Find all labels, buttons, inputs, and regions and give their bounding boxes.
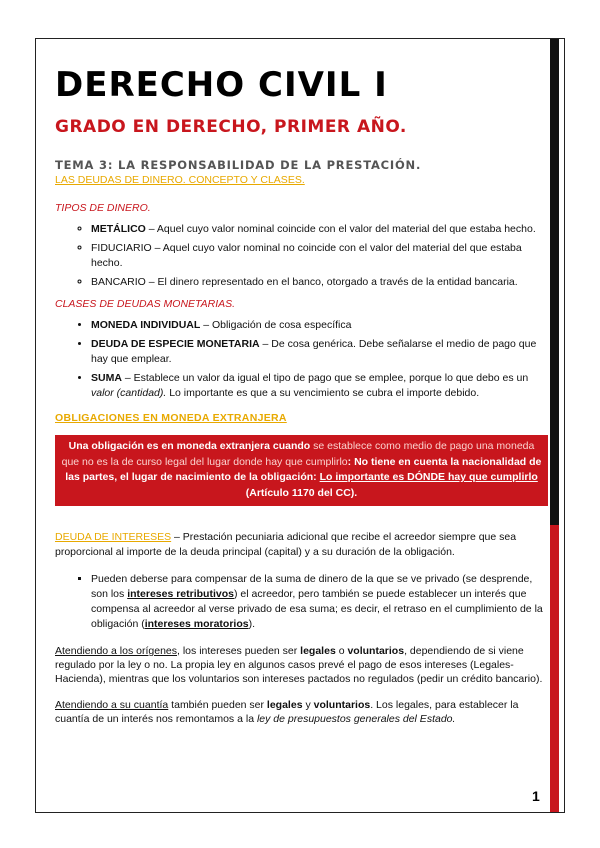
text: también pueden ser bbox=[168, 699, 267, 711]
definition: – De cosa genérica. Debe señalarse el medio de pago que hay que emplear. bbox=[91, 338, 537, 365]
text: . Los legales, para establecer la cuantía de un interés nos remontamos a la bbox=[55, 699, 519, 725]
origen-paragraph bbox=[55, 644, 545, 686]
document-title: DERECHO CIVIL I bbox=[55, 65, 388, 105]
paragraph-text: – Prestación pecuniaria adicional que recibe el acreedor siempre que sea proporcional al importe de la deuda principal (capital) y a su duración de la obligación. bbox=[55, 531, 517, 558]
text: , los intereses pueden ser bbox=[177, 645, 301, 657]
text: ). bbox=[248, 618, 255, 630]
box-text: : No tiene en cuenta la nacionalidad de las partes, el lugar de nacimiento de la obligación: bbox=[65, 455, 542, 483]
tipos-heading: TIPOS DE DINERO. bbox=[55, 202, 151, 214]
bold-term: voluntarios bbox=[313, 699, 371, 711]
definition: – El dinero representado en el banco, otorgado a través de la entidad bancaria. bbox=[145, 276, 518, 288]
list-item bbox=[91, 337, 545, 367]
cuantia-paragraph bbox=[55, 698, 545, 726]
term: FIDUCIARIO bbox=[91, 242, 152, 254]
bold-term: legales bbox=[266, 699, 303, 711]
list-item bbox=[91, 371, 545, 401]
box-text: Lo importante es DÓNDE hay que cumplirlo bbox=[319, 471, 538, 483]
extranjera-heading: OBLIGACIONES EN MONEDA EXTRANJERA bbox=[55, 412, 287, 424]
bold-term: legales bbox=[300, 645, 336, 657]
definition-italic: valor (cantidad). bbox=[91, 387, 167, 399]
list-item bbox=[91, 241, 545, 271]
intereses-link[interactable]: DEUDA DE INTERESES bbox=[55, 531, 172, 543]
intereses-list bbox=[55, 572, 545, 632]
document-content bbox=[55, 60, 545, 726]
term: METÁLICO bbox=[91, 223, 146, 235]
intereses-paragraph bbox=[55, 530, 545, 560]
text: Pueden deberse para compensar de la suma de dinero de la que se ve privado (se desprende, son los bbox=[91, 573, 533, 600]
box-text: se establece como medio de pago una moneda que no es la de curso legal del lugar donde hay que cumplirlo bbox=[61, 440, 535, 468]
clases-heading: CLASES DE DEUDAS MONETARIAS. bbox=[55, 298, 236, 310]
list-item bbox=[91, 275, 545, 290]
text: ) el acreedor, pero también se puede establecer un interés que compensa al acreedor al verse privado de esa suma; es decir, el retraso en el cumplimiento de la obligación ( bbox=[91, 588, 543, 630]
bold-term: intereses moratorios bbox=[144, 618, 249, 630]
italic-text: ley de presupuestos generales del Estado. bbox=[256, 713, 456, 725]
document-subtitle: GRADO EN DERECHO, PRIMER AÑO. bbox=[55, 117, 407, 137]
side-bar-red bbox=[550, 525, 559, 812]
side-bar-black bbox=[550, 39, 559, 525]
text: y bbox=[302, 699, 314, 711]
term: SUMA bbox=[91, 372, 122, 384]
underlined-text: Atendiendo a los orígenes bbox=[55, 645, 178, 657]
definition: Lo importante es que a su vencimiento se cubra el importe debido. bbox=[166, 387, 480, 399]
term: BANCARIO bbox=[91, 276, 146, 288]
text: , dependiendo de si viene regulado por la ley o no. La propia ley en algunos casos prevé el pago de esos intereses (Legales-Hacienda), mientras que los voluntarios son intereses pactados no regulados (pedir un crédito bancario). bbox=[55, 645, 543, 685]
box-text: Una obligación es en moneda extranjera cuando bbox=[68, 440, 311, 452]
tema-title: TEMA 3: LA RESPONSABILIDAD DE LA PRESTACIÓN. bbox=[55, 158, 422, 172]
definition: – Aquel cuyo valor nominal coincide con el valor del material del que estaba hecho. bbox=[145, 223, 536, 235]
page-number: 1 bbox=[532, 788, 540, 804]
definition: – Obligación de cosa específica bbox=[200, 319, 352, 331]
tema-subtitle: LAS DEUDAS DE DINERO. CONCEPTO Y CLASES. bbox=[55, 174, 305, 186]
list-item bbox=[91, 318, 545, 333]
definition: – Aquel cuyo valor nominal no coincide con el valor del material del que estaba hecho. bbox=[91, 242, 522, 269]
list-item bbox=[91, 222, 545, 237]
box-text: (Artículo 1170 del CC). bbox=[245, 486, 358, 499]
list-item bbox=[91, 572, 545, 632]
bold-term: voluntarios bbox=[347, 645, 405, 657]
highlight-box bbox=[55, 435, 548, 506]
definition: – Establece un valor da igual el tipo de pago que se emplee, porque lo que debo es un bbox=[121, 372, 529, 384]
clases-list bbox=[55, 318, 545, 401]
tipos-list bbox=[55, 222, 545, 290]
text: o bbox=[335, 645, 348, 657]
term: DEUDA DE ESPECIE MONETARIA bbox=[91, 338, 260, 350]
underlined-text: Atendiendo a su cuantía bbox=[55, 699, 169, 711]
term: MONEDA INDIVIDUAL bbox=[91, 319, 201, 331]
bold-term: intereses retributivos bbox=[127, 588, 234, 600]
